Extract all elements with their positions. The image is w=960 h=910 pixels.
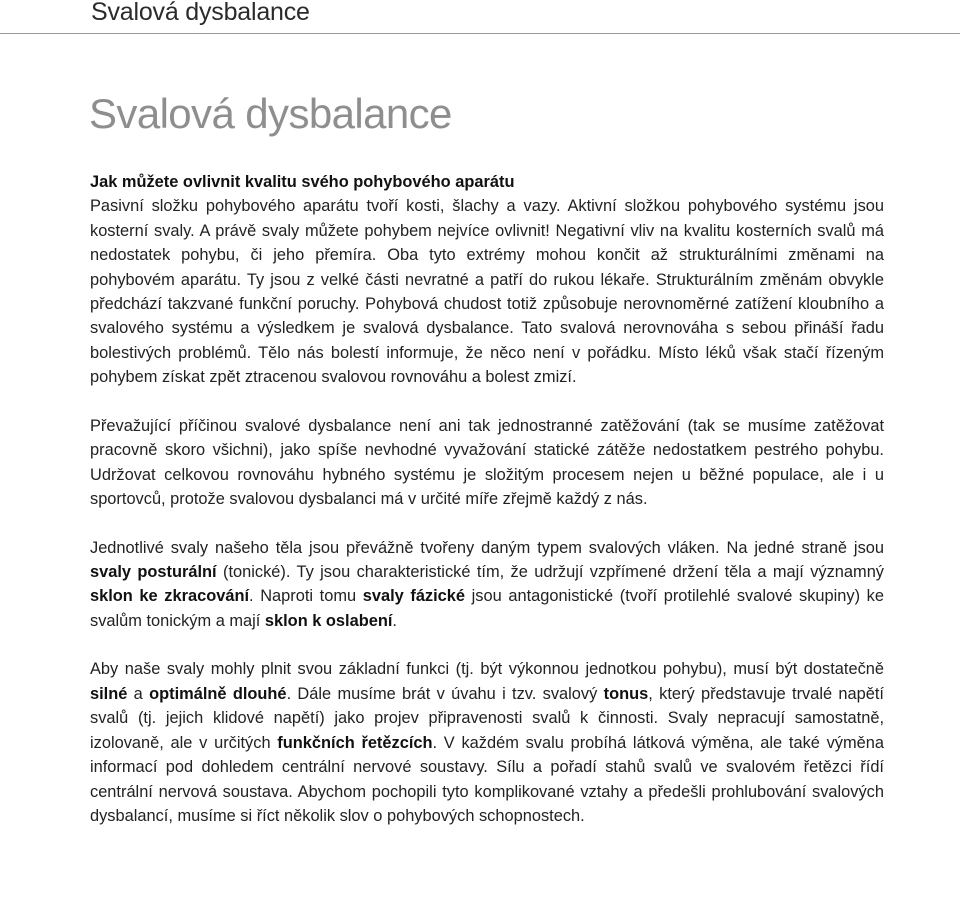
paragraph-2: Převažující příčinou svalové dysbalance není ani tak jednostranné zatěžování (tak se musíme zatěžovat pracovně skoro všichni), jako spíše nevhodné vyvažování statické zátěže nedostatkem pestrého pohybu. Udržovat celkovou rovnováhu hybného systému je složitým procesem nejen u běžné populace, ale i u sportovců, protože svalovou dysbalanci má v určité míře zřejmě každý z nás. bbox=[90, 416, 884, 509]
paragraph-4-text-5: . V každém svalu probíhá látková výměna, ale také výměna informací pod dohledem centrální nervové soustavy. Sílu a pořadí stahů svalů ve svalovém řetězci řídí centrální nervová soustava. Abychom pochopili tyto komplikované vztahy a předešli prohlubování svalových dysbalancí, musíme si říct několik slov o pohybových schopnostech. bbox=[90, 733, 885, 825]
term-tendency-to-weaken: sklon k oslabení bbox=[264, 611, 393, 630]
paragraph-3-text-1: Jednotlivé svaly našeho těla jsou převážně tvořeny daným typem svalových vláken. Na jedné straně jsou bbox=[90, 538, 884, 557]
paragraph-1: Pasivní složku pohybového aparátu tvoří kosti, šlachy a vazy. Aktivní složkou pohybového systému jsou kosterní svaly. A právě svaly můžete pohybem nejvíce ovlivnit! Negativní vliv na kvalitu kosterních svalů má nedostatek pohybu, či jeho přemíra. Oba tyto extrémy mohou končit až strukturálními změnami na pohybovém aparátu. Ty jsou z velké části nevratné a patří do rukou lékaře. Strukturálním změnám obvykle předchází takzvané funkční poruchy. Pohybová chudost totiž způsobuje nerovnoměrné zatížení kloubního a svalového systému a výsledkem je svalová dysbalance. Tato svalová nerovnováha s sebou přináší řadu bolestivých problémů. Tělo nás bolestí informuje, že něco není v pořádku. Místo léků však stačí řízeným pohybem získat zpět ztracenou svalovou rovnováhu a bolest zmizí. bbox=[90, 197, 884, 387]
term-functional-chains: funkčních řetězcích bbox=[277, 733, 433, 752]
term-phasic-muscles: svaly fázické bbox=[362, 587, 466, 606]
paragraph-3 bbox=[90, 536, 884, 634]
paragraph-4-text-1: Aby naše svaly mohly plnit svou základní funkci (tj. být výkonnou jednotkou pohybu), musí být dostatečně bbox=[90, 660, 884, 679]
paragraph-3-text-5: . bbox=[392, 611, 397, 630]
term-tendency-to-shorten: sklon ke zkracování bbox=[90, 587, 250, 606]
running-header bbox=[0, 0, 960, 34]
paragraph-3-text-3: . Naproti tomu bbox=[249, 587, 363, 606]
paragraph-3-text-2: (tonické). Ty jsou charakteristické tím, že udržují vzpřímené držení těla a mají významný bbox=[216, 563, 884, 582]
term-postural-muscles: svaly posturální bbox=[90, 563, 217, 582]
paragraph-3-text-4: jsou antagonistické (tvoří protilehlé svalové skupiny) ke svalům tonickým a mají bbox=[90, 587, 884, 630]
page-title: Svalová dysbalance bbox=[89, 90, 452, 137]
article-body bbox=[90, 170, 884, 853]
running-header-title: Svalová dysbalance bbox=[91, 0, 310, 26]
section-heading: Jak můžete ovlivnit kvalitu svého pohybového aparátu bbox=[90, 173, 515, 191]
paragraph-4-text-3: . Dále musíme brát v úvahu i tzv. svalový bbox=[286, 684, 604, 703]
term-optimally-long: optimálně dlouhé bbox=[149, 684, 287, 703]
paragraph-4-text-2: a bbox=[127, 684, 150, 703]
paragraph-4 bbox=[90, 657, 884, 828]
term-strong: silné bbox=[90, 684, 128, 703]
paragraph-4-text-4: , který představuje trvalé napětí svalů (tj. jejich klidové napětí) jako projev připravenosti svalů k činnosti. Svaly nepracují samostatně, izolovaně, ale v určitých bbox=[90, 684, 884, 752]
term-tonus: tonus bbox=[603, 684, 649, 703]
